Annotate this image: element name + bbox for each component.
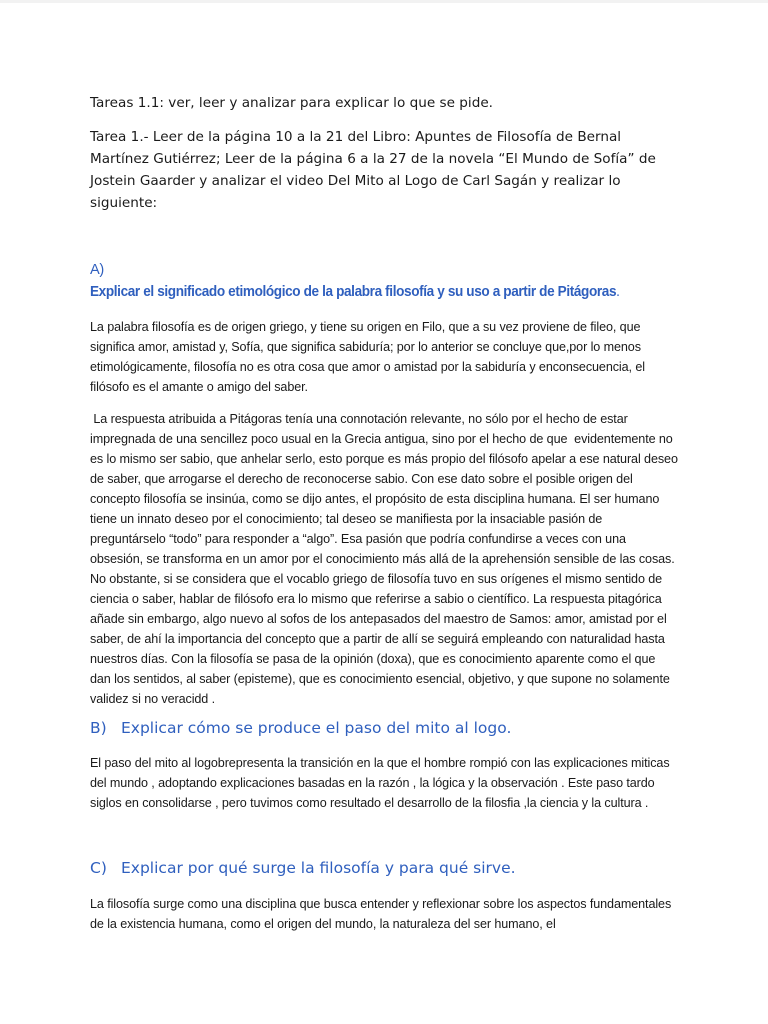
section-a-title (90, 281, 620, 303)
section-a-label: A) (90, 262, 104, 278)
section-a-title-text: Explicar el significado etimológico de la palabra filosofía y su uso a partir de Pitágoras (90, 284, 617, 300)
section-a-paragraph-1: La palabra filosofía es de origen griego, y tiene su origen en Filo, que a su vez proviene de fileo, que significa amor, amistad y, Sofía, que significa sabiduría; por lo anterior se concluye que,por lo menos etimológicamente, filosofía no es otra cosa que amor o amistad por la sabiduría y enconsecuencia, el filósofo es el amante o amigo del saber. (90, 320, 645, 394)
section-c-heading (90, 857, 678, 879)
page-top-edge (0, 0, 768, 3)
section-a-title-end: . (616, 284, 620, 300)
intro-line: Tareas 1.1: ver, leer y analizar para explicar lo que se pide. (90, 95, 494, 111)
section-b-paragraph-1: El paso del mito al logobrepresenta la transición en la que el hombre rompió con las explicaciones miticas del mundo , adoptando explicaciones basadas en la razón , la lógica y la observación . Este paso tardo siglos en consolidarse , pero tuvimos como resultado el desarrollo de la filosfia ,la ciencia y la cultura . (90, 756, 670, 810)
section-c-paragraph-1: La filosofía surge como una disciplina que busca entender y reflexionar sobre los aspectos fundamentales de la existencia humana, como el origen del mundo, la naturaleza del ser humano, el (90, 897, 672, 931)
section-a-paragraph-2: La respuesta atribuida a Pitágoras tenía una connotación relevante, no sólo por el hecho de estar impregnada de una sencillez poco usual en la Grecia antigua, sino por el hecho de que evidentemente no es lo mismo ser sabio, que anhelar serlo, esto porque es más propio del filósofo apelar a ese natural deseo de saber, que arrogarse el derecho de reconocerse sabio. Con ese dato sobre el posible origen del concepto filosofía se insinúa, como se dijo antes, el propósito de esta disciplina humana. El ser humano tiene un innato deseo por el conocimiento; tal deseo se manifiesta por la insaciable pasión de preguntárselo “todo” para responder a “algo”. Esa pasión que podría confundirse a veces con una obsesión, se transforma en un amor por el conocimiento más allá de la aprehensión sensible de las cosas. No obstante, si se considera que el vocablo griego de filosofía tuvo en sus orígenes el mismo sentido de ciencia o saber, hablar de filósofo era lo mismo que referirse a sabio o científico. La respuesta pitagórica añade sin embargo, algo nuevo al sofos de los antepasados del maestro de Samos: amor, amistad por el saber, de ahí la importancia del concepto que a partir de allí se seguirá empleando con naturalidad hasta nuestros días. Con la filosofía se pasa de la opinión (doxa), que es conocimiento aparente como el que dan los sentidos, al saber (episteme), que es conocimiento esencial, objetivo, y que supone no solamente validez si no veracidd . (90, 412, 682, 706)
document-body (90, 92, 682, 934)
section-b-title: Explicar cómo se produce el paso del mito al logo. (121, 719, 512, 737)
section-a-heading (90, 259, 678, 303)
section-b-heading (90, 717, 678, 739)
task-paragraph: Tarea 1.- Leer de la página 10 a la 21 del Libro: Apuntes de Filosofía de Bernal Martínez Gutiérrez; Leer de la página 6 a la 27 de la novela “El Mundo de Sofía” de Jostein Gaarder y analizar el video Del Mito al Logo de Carl Sagán y realizar lo siguiente: (90, 129, 656, 211)
section-c-label: C) (90, 859, 107, 877)
section-c-title: Explicar por qué surge la filosofía y para qué sirve. (121, 859, 516, 877)
section-b-label: B) (90, 719, 107, 737)
